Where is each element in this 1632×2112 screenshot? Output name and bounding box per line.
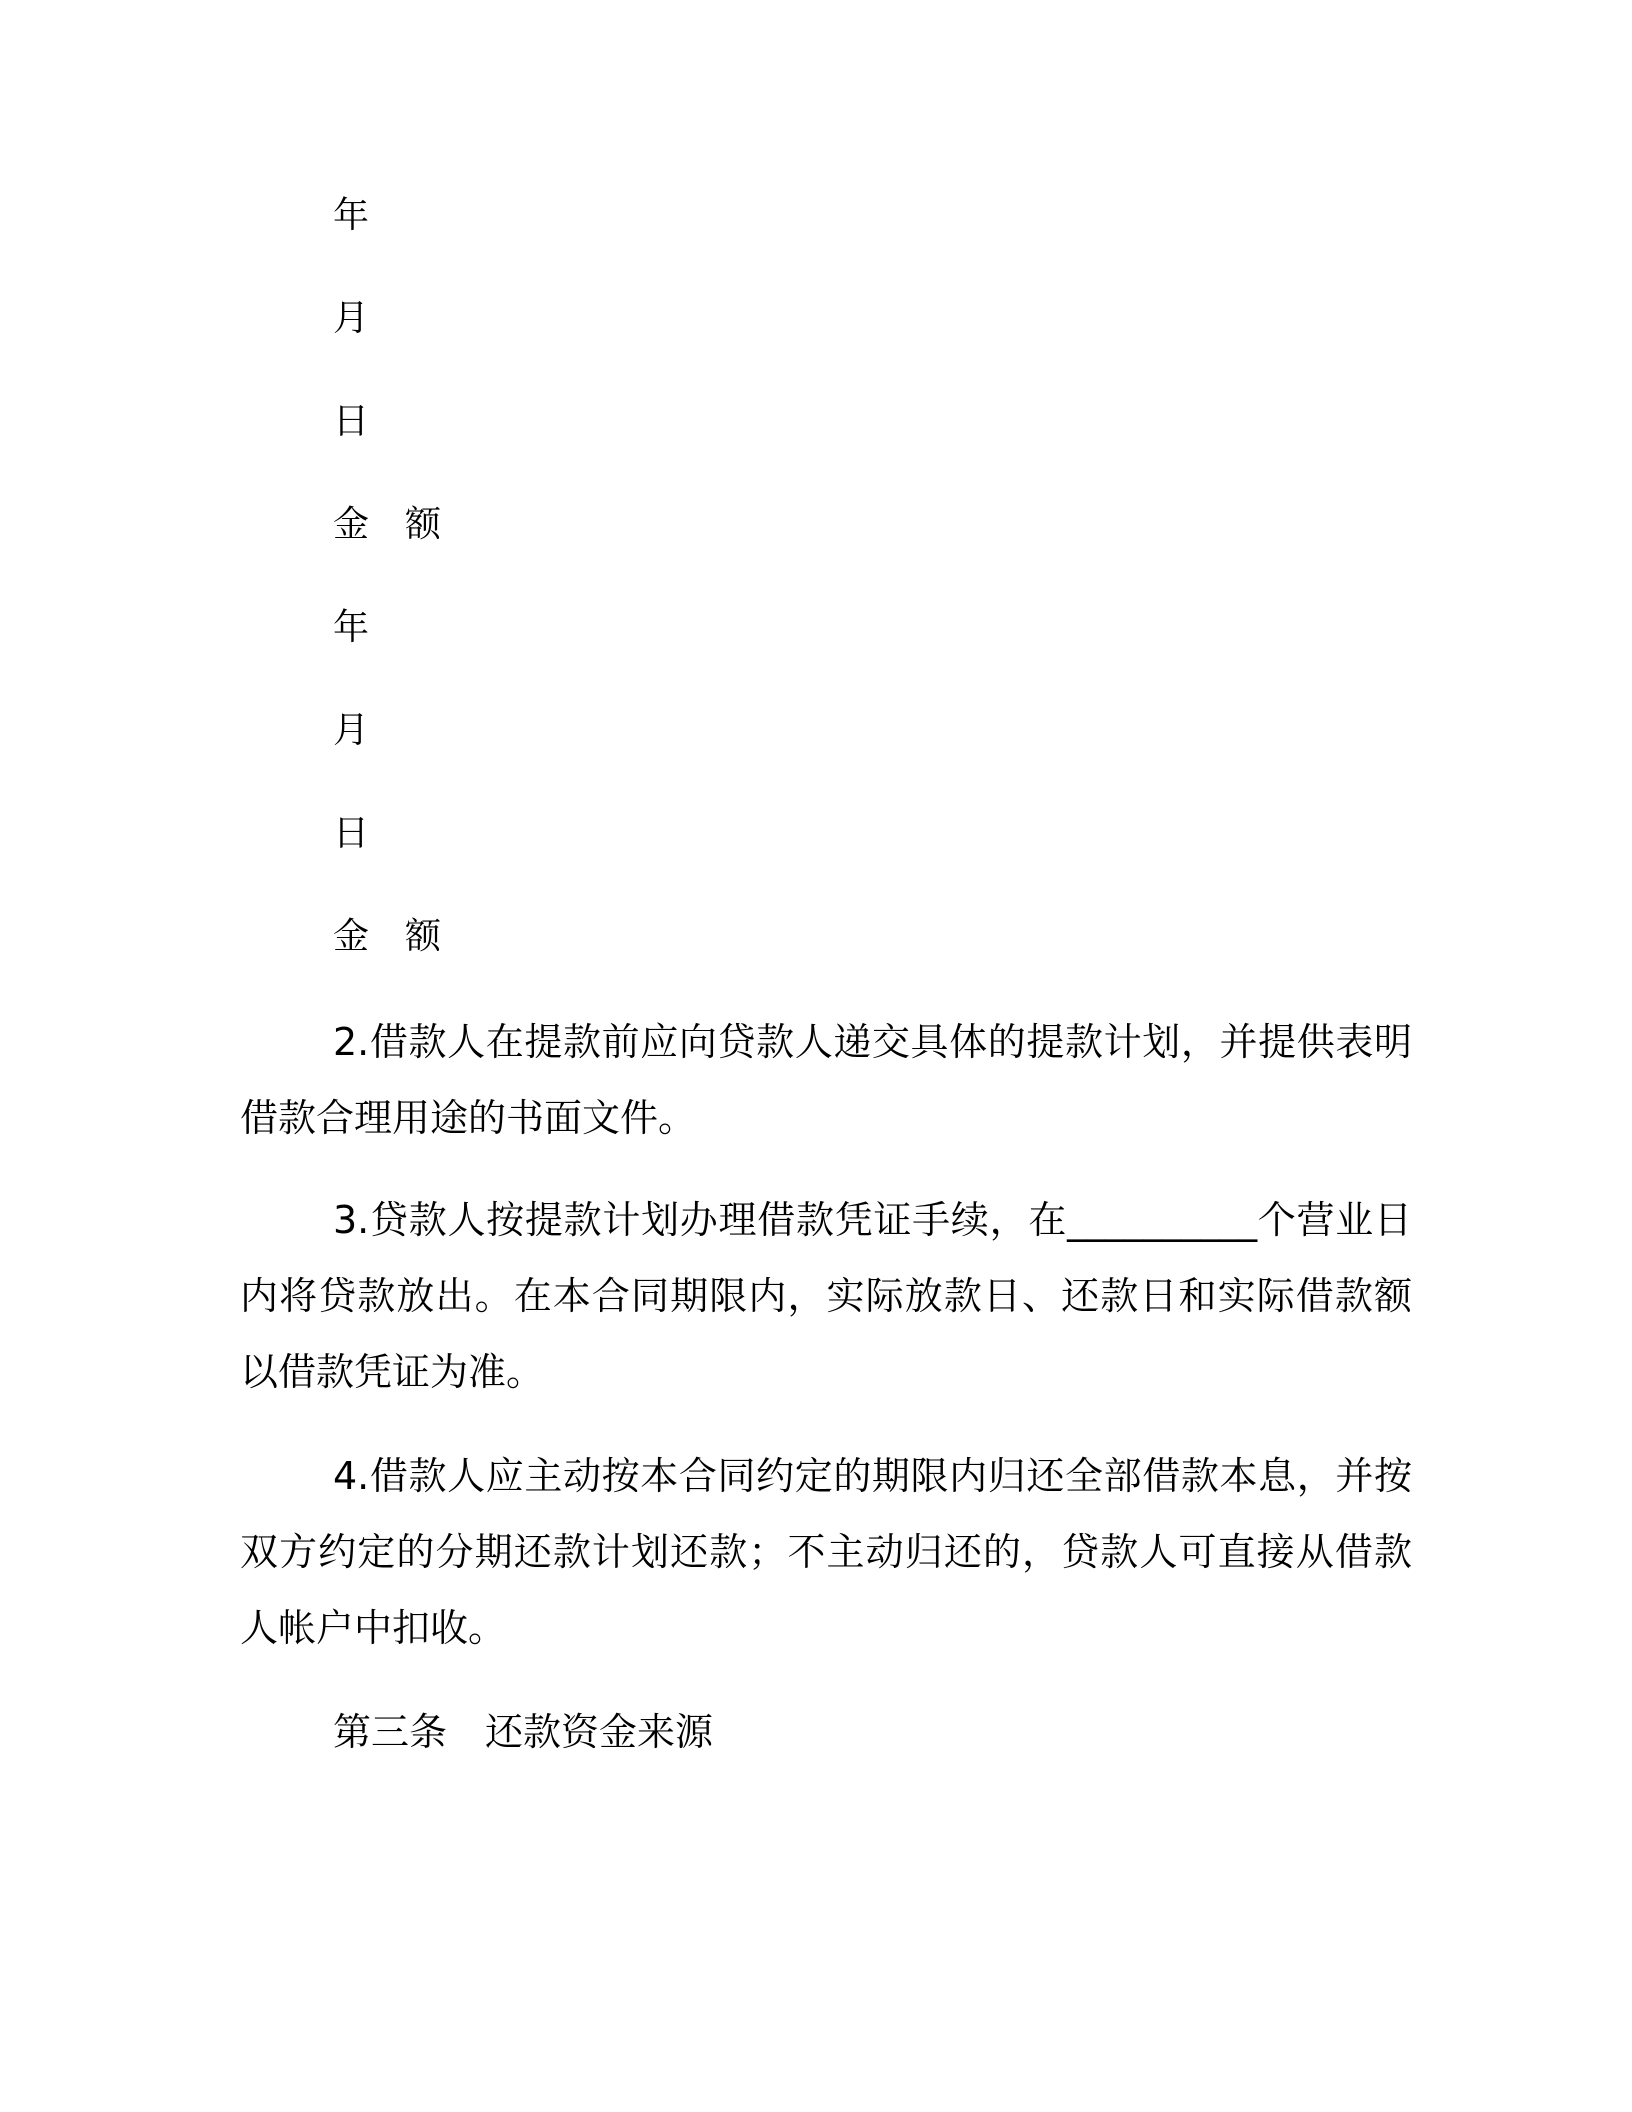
day-label: 日 xyxy=(333,401,370,442)
article-3-heading: 第三条 还款资金来源 xyxy=(333,1710,714,1754)
amount-label: 金 额 xyxy=(333,916,442,957)
clause-2-paragraph: 2.借款人在提款前应向贷款人递交具体的提款计划，并提供表明借款合理用途的书面文件。 xyxy=(240,1020,1412,1140)
day-label: 日 xyxy=(333,813,370,854)
amount-label: 金 额 xyxy=(333,504,442,545)
clause-4-paragraph: 4.借款人应主动按本合同约定的期限内归还全部借款本息，并按双方约定的分期还款计划还款；不主动归还的，贷款人可直接从借款人帐户中扣收。 xyxy=(240,1454,1412,1650)
clause-3-paragraph: 3.贷款人按提款计划办理借款凭证手续，在__________个营业日内将贷款放出。在本合同期限内，实际放款日、还款日和实际借款额以借款凭证为准。 xyxy=(240,1198,1412,1394)
year-label: 年 xyxy=(333,195,370,236)
year-label: 年 xyxy=(333,607,370,648)
month-label: 月 xyxy=(333,298,370,339)
month-label: 月 xyxy=(333,710,370,751)
